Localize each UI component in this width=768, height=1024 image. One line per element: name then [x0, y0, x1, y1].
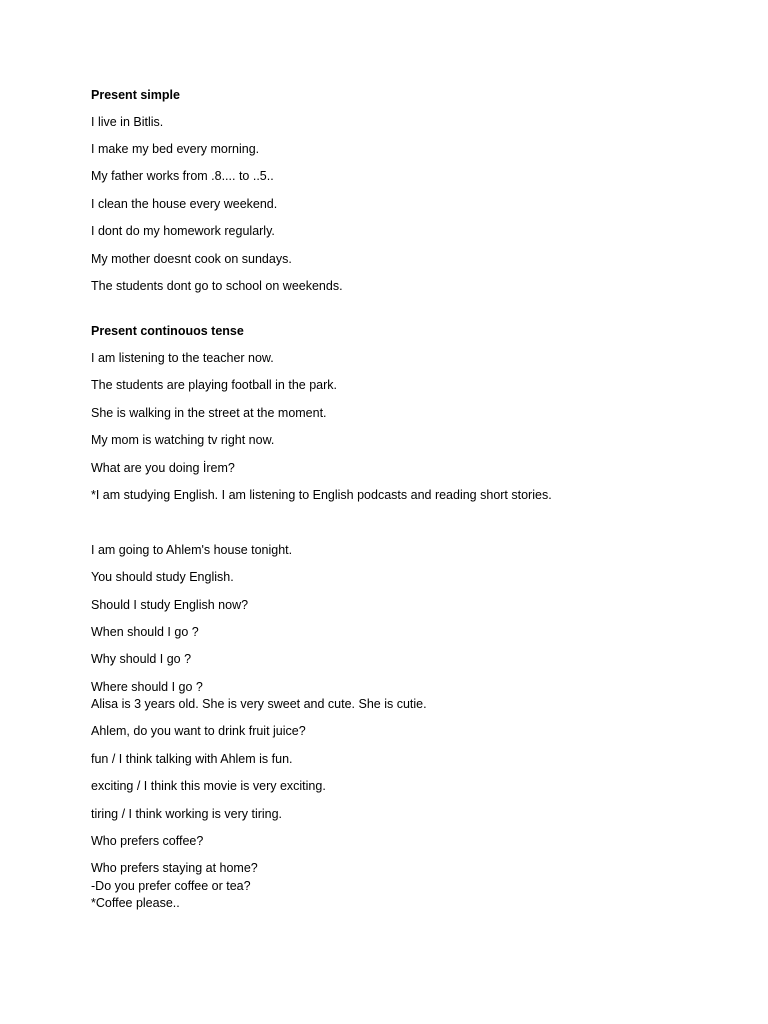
text-line: I live in Bitlis.: [91, 115, 164, 129]
text-line: I make my bed every morning.: [91, 142, 260, 156]
text-line: Where should I go ?: [91, 680, 203, 694]
text-line: Alisa is 3 years old. She is very sweet and cute. She is cutie.: [91, 697, 427, 711]
text-line: Why should I go ?: [91, 652, 192, 666]
text-line: Ahlem, do you want to drink fruit juice?: [91, 724, 306, 738]
text-line: You should study English.: [91, 570, 234, 584]
heading-present-simple: Present simple: [91, 88, 180, 102]
text-line: My father works from .8.... to ..5..: [91, 169, 274, 183]
text-line: I dont do my homework regularly.: [91, 224, 275, 238]
text-line: -Do you prefer coffee or tea?: [91, 879, 251, 893]
text-line: Who prefers coffee?: [91, 834, 204, 848]
text-line: fun / I think talking with Ahlem is fun.: [91, 752, 293, 766]
text-line: *Coffee please..: [91, 896, 180, 910]
text-line: exciting / I think this movie is very exciting.: [91, 779, 326, 793]
text-line: The students are playing football in the park.: [91, 378, 337, 392]
text-line: *I am studying English. I am listening to English podcasts and reading short stories.: [91, 488, 552, 502]
text-line: Who prefers staying at home?: [91, 861, 258, 875]
text-line: My mother doesnt cook on sundays.: [91, 252, 292, 266]
heading-present-continuous: Present continouos tense: [91, 324, 244, 338]
text-line: When should I go ?: [91, 625, 199, 639]
text-line: I am listening to the teacher now.: [91, 351, 274, 365]
text-line: The students dont go to school on weekends.: [91, 279, 343, 293]
text-line: tiring / I think working is very tiring.: [91, 807, 283, 821]
text-line: Should I study English now?: [91, 598, 249, 612]
text-line: What are you doing İrem?: [91, 461, 235, 475]
text-line: I clean the house every weekend.: [91, 197, 278, 211]
text-line: My mom is watching tv right now.: [91, 433, 275, 447]
text-line: I am going to Ahlem's house tonight.: [91, 543, 293, 557]
text-line: She is walking in the street at the moment.: [91, 406, 327, 420]
